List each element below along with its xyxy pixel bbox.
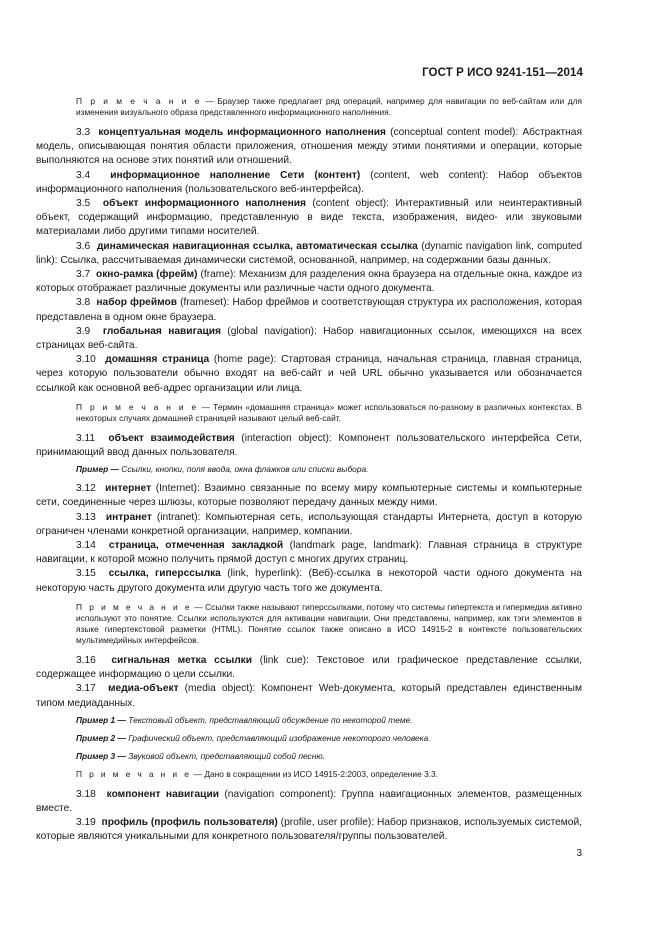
term-3-18: 3.18 компонент навигации (navigation component): Группа навигационных элементов, размещенных вместе. xyxy=(36,788,582,814)
definitions-group-1 xyxy=(36,126,582,396)
term-3-3: 3.3 концептуальная модель информационного наполнения (conceptual content model): Абстрактная модель, описывающая понятия области приложения, отношения между этими понятиями и операции, которые выполняются на основе этих понятий или отношений. xyxy=(36,127,582,167)
term-3-15: 3.15 ссылка, гиперссылка (link, hyperlink): (Веб)-ссылка в некоторой части одного документа на некоторую часть другого документа или другую часть того же документа. xyxy=(36,568,582,594)
term-3-16: 3.16 сигнальная метка ссылки (link cue): Текстовое или графическое представление ссылки, содержащее информацию о цели ссылки. xyxy=(36,654,582,681)
note-browser: П р и м е ч а н и е — Браузер также предлагает ряд операций, например для навигации по веб-сайтам или для изменения визуального образа представленного информационного наполнения. xyxy=(76,96,583,117)
term-3-19: 3.19 профиль (профиль пользователя) (profile, user profile): Набор признаков, используемых системой, которые являются уникальными для конкретного пользователя/группы пользователей. xyxy=(36,817,582,843)
term-3-11: 3.11 объект взаимодействия (interaction object): Компонент пользовательского интерфейса Сети, принимающий ввод данных пользователя. xyxy=(36,432,582,459)
page-body xyxy=(36,96,583,845)
note-home-page: П р и м е ч а н и е — Термин «домашняя страница» может использоваться по-разному в различных контекстах. В некоторых случаях домашней страницей называют целый веб-сайт. xyxy=(76,401,583,423)
term-3-4: 3.4 информационное наполнение Сети (контент) (content, web content): Набор объектов информационного наполнения (пользовательского веб-интерфейса). xyxy=(36,169,582,195)
term-3-8: 3.8 набор фреймов (frameset): Набор фреймов и соответствующая структура их расположения, которая представлена в одном окне браузера. xyxy=(36,297,582,323)
example-2: Пример 2 — Графический объект, представляющий изображение некоторого человека. xyxy=(76,732,431,743)
note-links: П р и м е ч а н и е — Ссылки также называют гиперссылками, потому что системы гипертекста и гипермедиа активно используют это понятие. Ссылки используются для активации навигации. Они представлены, например, как тэги элементов в языке гипертекстовой разметки (HTML). Понятие ссылок также описано в ИСО 14915-2 в контексте пользовательских мультимедийных интерфейсов. xyxy=(76,601,583,645)
term-3-9: 3.9 глобальная навигация (global navigation): Набор навигационных ссылок, имеющихся на всех страницах веб-сайта. xyxy=(36,325,582,352)
standard-header: ГОСТ Р ИСО 9241-151—2014 xyxy=(422,67,583,79)
term-3-7: 3.7 окно-рамка (фрейм) (frame): Механизм для разделения окна браузера на отдельные окна, каждое из которых отображает различные документы или различные части одного документа. xyxy=(36,269,582,295)
definitions-group-3 xyxy=(36,482,582,596)
example-3-11: Пример — Ссылки, кнопки, поля ввода, окна флажков или списки выбора. xyxy=(76,464,369,475)
term-3-6: 3.6 динамическая навигационная ссылка, автоматическая ссылка (dynamic navigation link, computed link): Ссылка, рассчитываемая динамически системой, основанной, например, на содержании базы данных. xyxy=(36,240,582,266)
example-1: Пример 1 — Текстовый объект, представляющий обсуждение по некоторой теме. xyxy=(76,714,413,725)
example-3: Пример 3 — Звуковой объект, представляющий собой песню. xyxy=(76,750,325,761)
definitions-group-2 xyxy=(36,432,582,460)
term-3-13: 3.13 интранет (intranet): Компьютерная сеть, использующая стандарты Интернета, доступ в которую ограничен членами конкретной организации, например, компании. xyxy=(36,511,582,537)
definitions-group-5 xyxy=(36,788,582,845)
page-number: 3 xyxy=(576,848,582,859)
term-3-5: 3.5 объект информационного наполнения (content object): Интерактивный или неинтерактивный объект, содержащий информацию, представленную в виде текста, изображения, видео- или звуковыми материалами либо другими типами носителей. xyxy=(36,198,582,238)
note-label: П р и м е ч а н и е xyxy=(76,96,202,106)
term-3-12: 3.12 интернет (Internet): Взаимно связанные по всему миру компьютерные системы и компьютерные сети, соединенные через шлюзы, которые позволяют передачу данных между ними. xyxy=(36,483,582,509)
term-3-10: 3.10 домашняя страница (home page): Стартовая страница, начальная страница, главная страница, через которую пользователи обычно входят на веб-сайт и чей URL обычно указывается или обозначается ссылкой как основной веб-адрес организации или лица. xyxy=(36,354,582,394)
term-3-14: 3.14 страница, отмеченная закладкой (landmark page, landmark): Главная страница в структуре навигации, к которой можно получить прямой доступ с многих других страниц. xyxy=(36,540,583,566)
term-3-17: 3.17 медиа-объект (media object): Компонент Web-документа, который представлен единственным типом медиаданных. xyxy=(36,683,582,709)
definitions-group-4 xyxy=(36,654,582,711)
note-source: П р и м е ч а н и е — Дано в сокращении из ИСО 14915-2:2003, определение 3.3. xyxy=(76,768,439,779)
